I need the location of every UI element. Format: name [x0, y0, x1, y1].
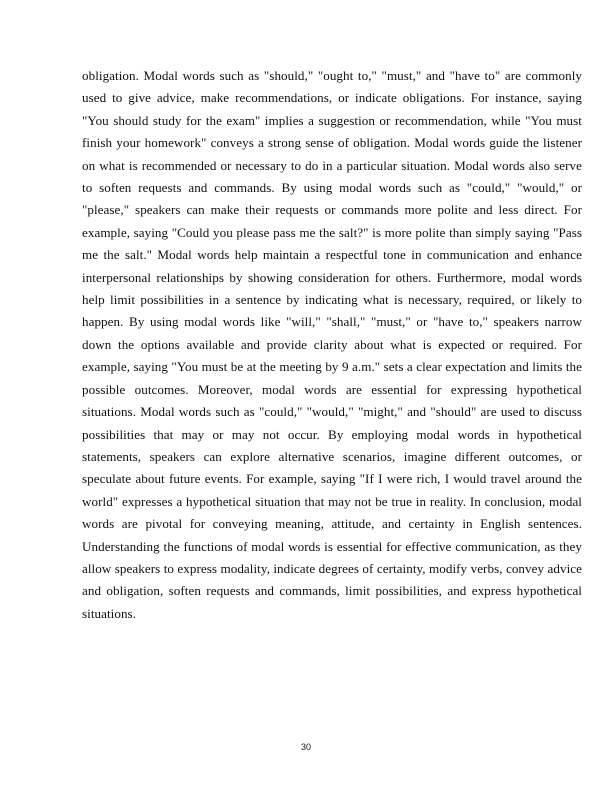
body-paragraph: obligation. Modal words such as "should," "ought to," "must," and "have to" are commonly used to give advice, make recommendations, or indicate obligations. For instance, saying "You should study for the exam" implies a suggestion or recommendation, while "You must finish your homework" conveys a strong sense of obligation. Modal words guide the listener on what is recommended or necessary to do in a particular situation. Modal words also serve to soften requests and commands. By using modal words such as "could," "would," or "please," speakers can make their requests or commands more polite and less direct. For example, saying "Could you please pass me the salt?" is more polite than simply saying "Pass me the salt." Modal words help maintain a respectful tone in communication and enhance interpersonal relationships by showing consideration for others. Furthermore, modal words help limit possibilities in a sentence by indicating what is necessary, required, or likely to happen. By using modal words like "will," "shall," "must," or "have to," speakers narrow down the options available and provide clarity about what is expected or required. For example, saying "You must be at the meeting by 9 a.m." sets a clear expectation and limits the possible outcomes. Moreover, modal words are essential for expressing hypothetical situations. Modal words such as "could," "would," "might," and "should" are used to discuss possibilities that may or may not occur. By employing modal words in hypothetical statements, speakers can explore alternative scenarios, imagine different outcomes, or speculate about future events. For example, saying "If I were rich, I would travel around the world" expresses a hypothetical situation that may not be true in reality. In conclusion, modal words are pivotal for conveying meaning, attitude, and certainty in English sentences. Understanding the functions of modal words is essential for effective communication, as they allow speakers to express modality, indicate degrees of certainty, modify verbs, convey advice and obligation, soften requests and commands, limit possibilities, and express hypothetical situations.	[82, 68, 582, 621]
page-number: 30	[300, 742, 311, 752]
